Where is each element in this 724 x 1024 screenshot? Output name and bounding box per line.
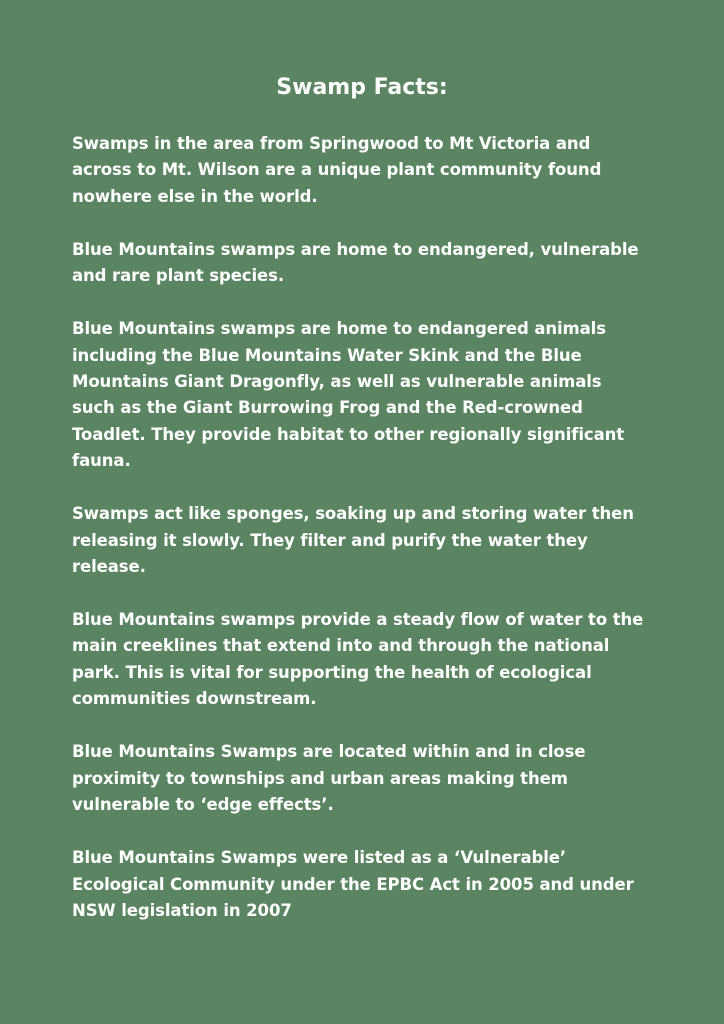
text-line: Blue Mountains Swamps are located within and in close: [72, 742, 586, 762]
text-line: nowhere else in the world.: [72, 186, 318, 206]
page-title: Swamp Facts:: [276, 75, 448, 100]
text-line: Swamps act like sponges, soaking up and storing water then: [72, 504, 634, 524]
text-line: Mountains Giant Dragonfly, as well as vulnerable animals: [72, 372, 602, 392]
text-line: Ecological Community under the EPBC Act in 2005 and under: [72, 874, 634, 894]
text-line: proximity to townships and urban areas making them: [72, 768, 568, 788]
text-line: park. This is vital for supporting the health of ecological: [72, 662, 592, 682]
text-line: NSW legislation in 2007: [72, 900, 292, 920]
fact-paragraph-2: [72, 237, 672, 290]
text-line: main creeklines that extend into and through the national: [72, 636, 610, 656]
text-line: Blue Mountains Swamps were listed as a ‘Vulnerable’: [72, 848, 567, 868]
text-line: releasing it slowly. They filter and purify the water they: [72, 530, 588, 550]
fact-paragraph-6: [72, 739, 672, 818]
text-line: Blue Mountains swamps provide a steady flow of water to the: [72, 610, 644, 630]
text-line: release.: [72, 556, 146, 576]
document-body: [72, 131, 672, 951]
text-line: and rare plant species.: [72, 266, 284, 286]
text-line: communities downstream.: [72, 689, 317, 709]
fact-paragraph-7: [72, 845, 672, 924]
fact-paragraph-1: [72, 131, 672, 210]
text-line: fauna.: [72, 450, 131, 470]
text-line: Swamps in the area from Springwood to Mt Victoria and: [72, 134, 591, 153]
fact-paragraph-4: [72, 501, 672, 580]
text-line: Blue Mountains swamps are home to endangered, vulnerable: [72, 239, 639, 259]
text-line: Blue Mountains swamps are home to endangered animals: [72, 319, 606, 339]
text-line: such as the Giant Burrowing Frog and the Red-crowned: [72, 398, 583, 418]
text-line: across to Mt. Wilson are a unique plant community found: [72, 160, 602, 180]
fact-paragraph-5: [72, 607, 672, 712]
text-line: Toadlet. They provide habitat to other regionally significant: [72, 424, 625, 444]
text-line: including the Blue Mountains Water Skink and the Blue: [72, 345, 582, 365]
fact-paragraph-3: [72, 316, 672, 474]
text-line: vulnerable to ‘edge effects’.: [72, 794, 334, 814]
